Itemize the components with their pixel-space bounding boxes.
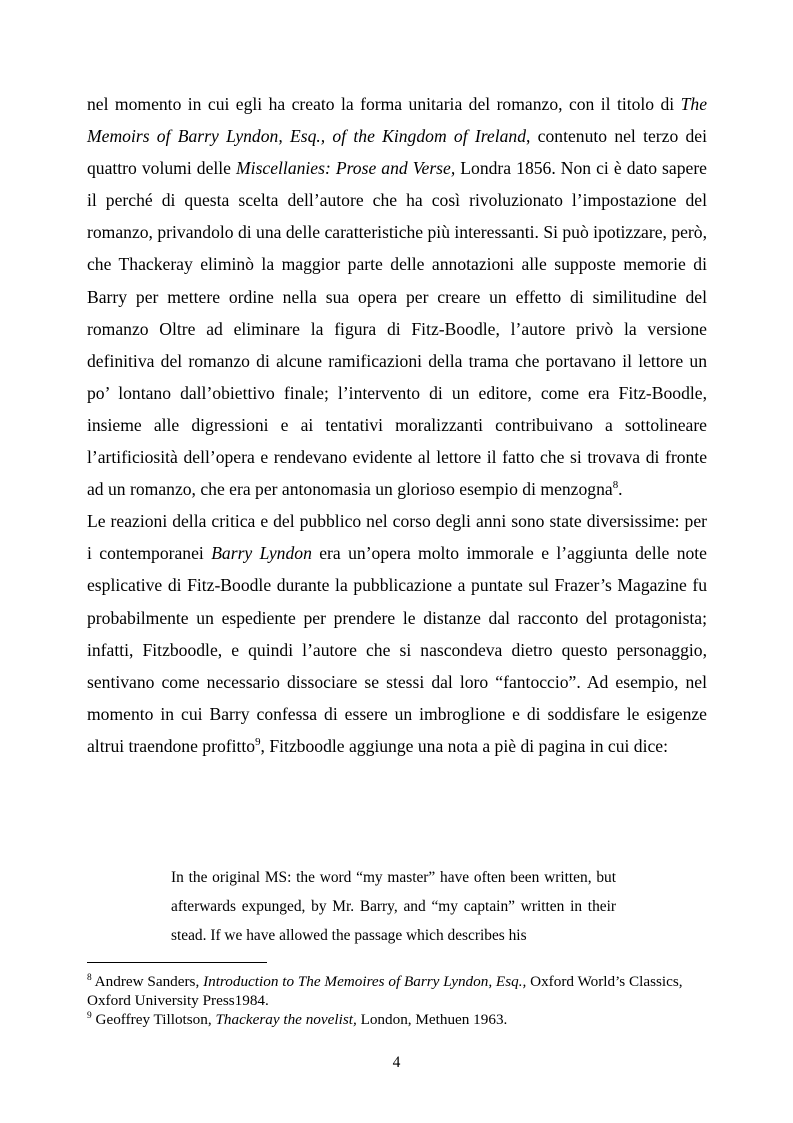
footnote-text: Oxford World’s Classics, Oxford University Press1984. — [87, 973, 683, 1009]
footnote-reference[interactable]: 8 — [612, 479, 619, 492]
footnote-reference[interactable]: 9 — [255, 736, 261, 749]
footnote-title-italic: Thackeray the novelist, — [215, 1011, 357, 1028]
footnote-number: 9 — [87, 1010, 92, 1021]
footnote-text: Geoffrey Tillotson, — [91, 1011, 216, 1028]
footnotes — [87, 972, 707, 1029]
footnote-separator — [87, 962, 267, 963]
footnote-number: 8 — [87, 972, 92, 983]
paragraph-1 — [87, 88, 707, 505]
footnote-9 — [87, 1010, 707, 1029]
book-title-italic: Miscellanies: Prose and Verse, — [236, 158, 456, 179]
footnote-text: Andrew Sanders, — [91, 973, 204, 990]
book-title-italic: The Memoirs of Barry Lyndon, Esq., of the Kingdom of Ireland — [87, 94, 707, 147]
page-number: 4 — [392, 1054, 401, 1071]
footnote-text: London, Methuen 1963. — [356, 1011, 508, 1028]
footnote-title-italic: Introduction to The Memoires of Barry Lyndon, Esq., — [203, 973, 527, 990]
paragraph-text: , Fitzboodle aggiunge una nota a piè di pagina in cui dice: — [260, 735, 668, 756]
paragraph-2 — [87, 505, 707, 762]
paragraph-text: Le reazioni della critica e del pubblico nel corso degli anni sono state diversissime: per i contemporanei — [87, 511, 707, 564]
block-quote: In the original MS: the word “my master” have often been written, but afterwards expunged, by Mr. Barry, and “my captain” written in their stead. If we have allowed the passage which describes his — [171, 869, 616, 944]
paragraph-text: . — [618, 479, 623, 500]
paragraph-text: nel momento in cui egli ha creato la forma unitaria del romanzo, con il titolo di — [87, 94, 681, 114]
body-text — [87, 88, 707, 762]
paragraph-text: Londra 1856. Non ci è dato sapere il perché di questa scelta dell’autore che ha così rivoluzionato l’impostazione del romanzo, privandolo di una delle caratteristiche più interessanti. Si può ipotizzare, però, che Thackeray eliminò la maggior parte delle annotazioni alle supposte memorie di Barry per mettere ordine nella sua opera per creare un effetto di similitudine del romanzo Oltre ad eliminare la figura di Fitz-Boodle, l’autore privò la versione definitiva del romanzo di alcune ramificazioni della trama che portavano il lettore un po’ lontano dall’obiettivo finale; l’intervento di un editore, come era Fitz-Boodle, insieme alle digressioni e ai tentativi moralizzanti contribuivano a sottolineare l’artificiosità dell’opera e rendevano evidente al lettore il fatto che si trovava di fronte ad un romanzo, che era per antonomasia un glorioso esempio di menzogna — [87, 158, 707, 500]
book-title-italic: Barry Lyndon — [211, 543, 312, 564]
paragraph-text: era un’opera molto immorale e l’aggiunta delle note esplicative di Fitz-Boodle durante la pubblicazione a puntate sul Frazer’s Magazine fu probabilmente un espediente per prendere le distanze dal racconto del protagonista; infatti, Fitzboodle, e quindi l’autore che si nascondeva dietro questo personaggio, sentivano come necessario dissociare se stessi dal loro “fantoccio”. Ad esempio, nel momento in cui Barry confessa di essere un imbroglione e di soddisfare le esigenze altrui traendone profitto — [87, 543, 707, 756]
paragraph-text: , contenuto nel terzo dei quattro volumi delle — [87, 126, 707, 179]
footnote-8 — [87, 972, 707, 1010]
